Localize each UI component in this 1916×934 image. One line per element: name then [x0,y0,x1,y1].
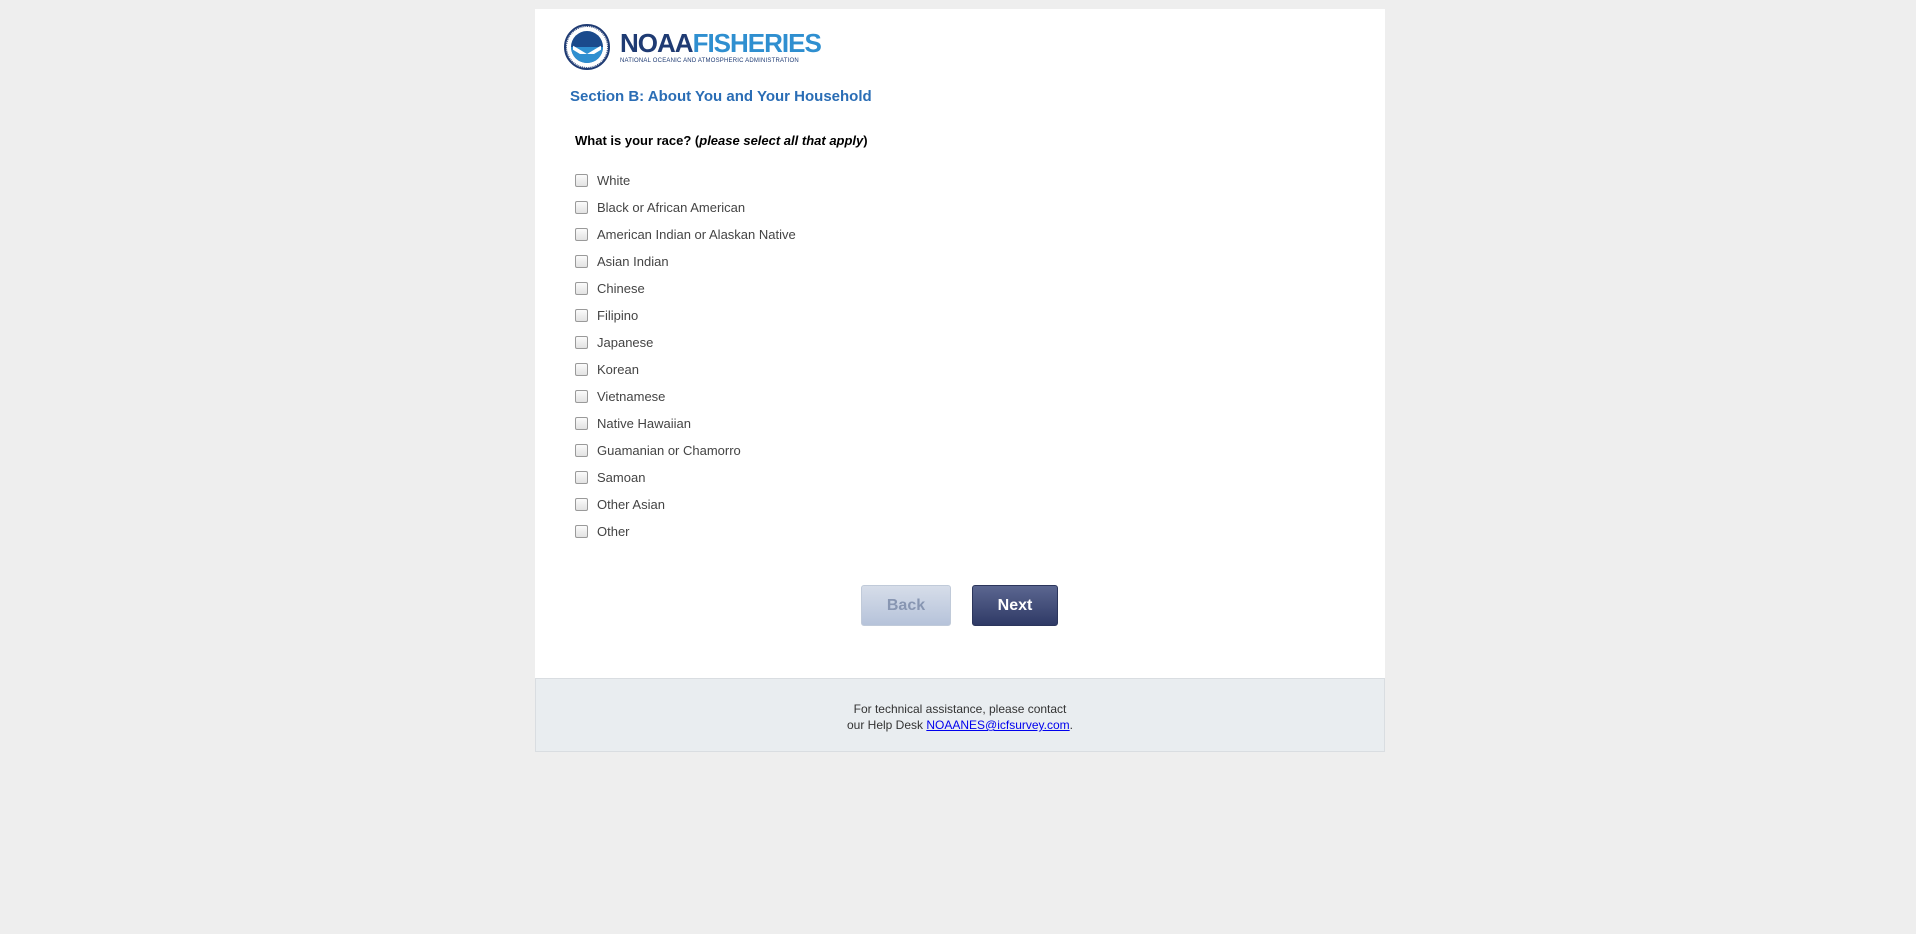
race-option-label[interactable]: Samoan [597,470,646,485]
logo-text [620,30,821,64]
question-close: ) [863,133,868,148]
race-option-label[interactable]: Other Asian [597,497,665,512]
race-option-label[interactable]: Japanese [597,335,654,350]
race-option[interactable] [575,194,796,221]
race-option[interactable] [575,329,796,356]
footer-help-prefix: our Help Desk [846,718,927,732]
footer-help-suffix: . [1069,718,1074,732]
section-title: Section B: About You and Your Household [570,88,872,105]
help-desk-email-link[interactable]: NOAANES@icfsurvey.com [926,718,1070,732]
race-option-checkbox[interactable] [575,201,588,214]
race-option-label[interactable]: White [597,173,631,188]
logo-subtitle: NATIONAL OCEANIC AND ATMOSPHERIC ADMINISTRATION [620,58,799,64]
question-emphasis: please select all that apply [699,133,864,148]
race-option-label[interactable]: Native Hawaiian [597,416,691,431]
race-option[interactable] [575,518,796,545]
next-button[interactable]: Next [972,585,1058,626]
race-option-checkbox[interactable] [575,309,588,322]
race-option[interactable] [575,302,796,329]
race-option[interactable] [575,356,796,383]
race-option-checkbox[interactable] [575,390,588,403]
race-option-checkbox[interactable] [575,255,588,268]
survey-page [535,9,1385,678]
race-option[interactable] [575,221,796,248]
race-option[interactable] [575,248,796,275]
race-option[interactable] [575,275,796,302]
logo-title-fisheries: FISHERIES [692,28,821,58]
question-text [575,133,868,148]
race-option-checkbox[interactable] [575,174,588,187]
race-option-label[interactable]: Other [597,524,630,539]
race-option-checkbox[interactable] [575,228,588,241]
race-options-list [575,167,796,545]
race-option-checkbox[interactable] [575,363,588,376]
footer-line1: For technical assistance, please contact [853,702,1067,716]
race-option-label[interactable]: Chinese [597,281,645,296]
race-option-label[interactable]: Filipino [597,308,639,323]
race-option[interactable] [575,437,796,464]
race-option-checkbox[interactable] [575,498,588,511]
race-option-checkbox[interactable] [575,444,588,457]
back-button[interactable]: Back [861,585,951,626]
footer-line2 [536,717,1384,733]
race-option-checkbox[interactable] [575,471,588,484]
noaa-seal-icon [564,24,610,70]
race-option[interactable] [575,491,796,518]
logo-title-noaa: NOAA [620,28,693,58]
race-option-checkbox[interactable] [575,336,588,349]
question-main: What is your race? ( [575,133,700,148]
race-option[interactable] [575,167,796,194]
noaa-fisheries-logo [564,22,821,72]
race-option-label[interactable]: Korean [597,362,639,377]
race-option-label[interactable]: Asian Indian [597,254,669,269]
race-option-label[interactable]: Black or African American [597,200,746,215]
footer [535,678,1385,752]
race-option-checkbox[interactable] [575,282,588,295]
race-option[interactable] [575,410,796,437]
race-option-checkbox[interactable] [575,525,588,538]
race-option-label[interactable]: Vietnamese [597,389,666,404]
race-option[interactable] [575,383,796,410]
logo-title [620,30,821,56]
race-option-checkbox[interactable] [575,417,588,430]
race-option-label[interactable]: Guamanian or Chamorro [597,443,741,458]
race-option[interactable] [575,464,796,491]
race-option-label[interactable]: American Indian or Alaskan Native [597,227,796,242]
